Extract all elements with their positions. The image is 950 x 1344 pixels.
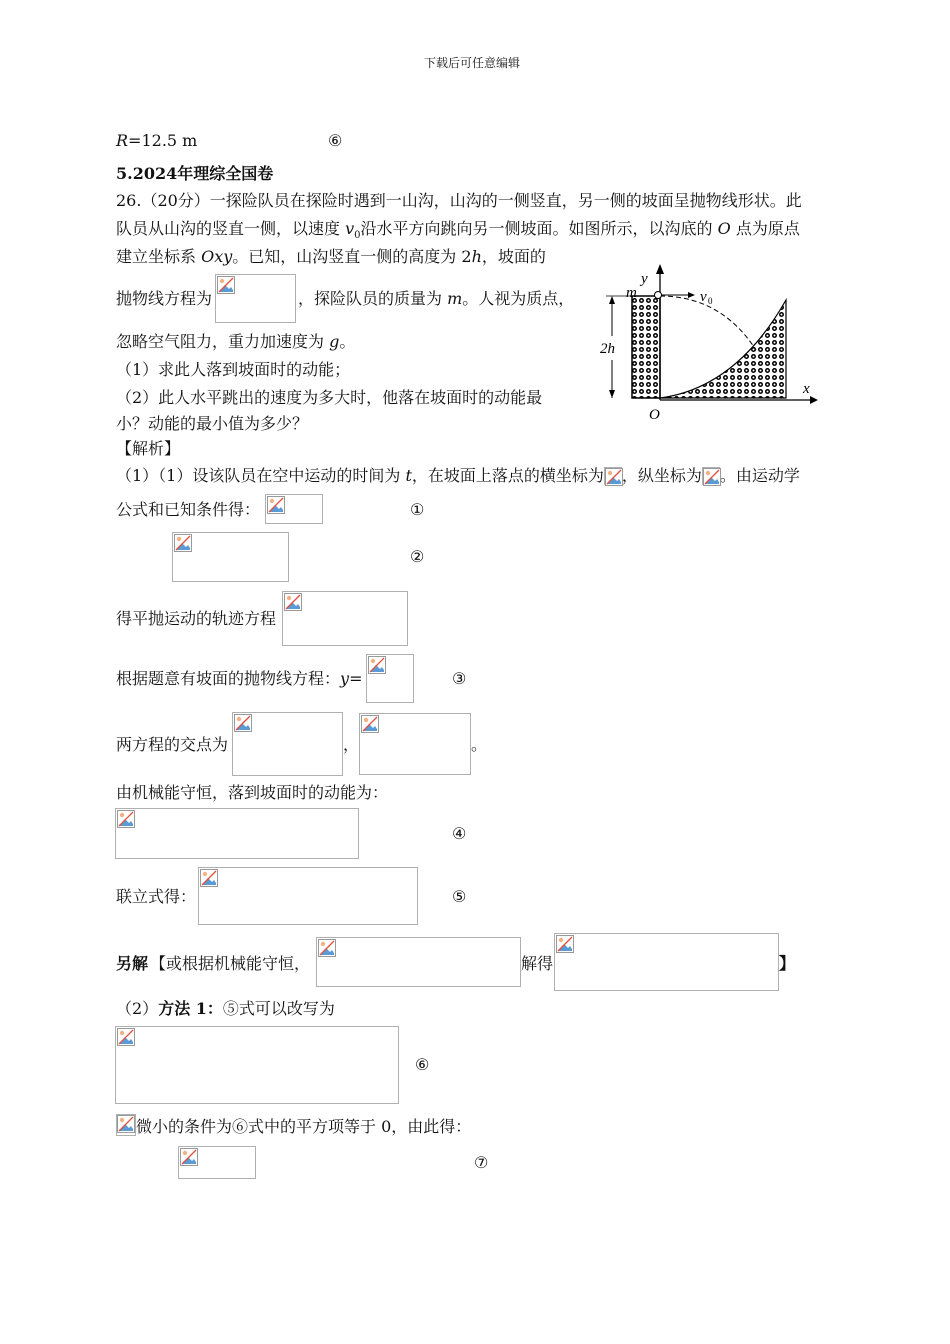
method-label: 方法 1： bbox=[158, 999, 223, 1018]
trajectory-text: 得平抛运动的轨迹方程 bbox=[116, 609, 277, 628]
x-axis-label: x bbox=[803, 381, 810, 397]
prev-r-prefix: R bbox=[116, 131, 129, 150]
height-label: 2h bbox=[600, 341, 615, 357]
g-symbol: g bbox=[329, 332, 340, 351]
equation-marker-3: ③ bbox=[452, 669, 467, 688]
broken-image-icon bbox=[605, 468, 623, 486]
text: 点为原点 bbox=[730, 219, 800, 238]
text: 建立坐标系 bbox=[116, 247, 202, 266]
intersection-text: 两方程的交点为 bbox=[116, 735, 229, 754]
text: 忽略空气阻力，重力加速度为 bbox=[116, 332, 330, 351]
formula-image-5 bbox=[198, 867, 418, 925]
equation-marker-5: ⑤ bbox=[452, 887, 467, 906]
formula-icon-y bbox=[702, 467, 720, 485]
origin-symbol: O bbox=[717, 219, 731, 238]
header-note: 下载后可任意编辑 bbox=[424, 56, 521, 70]
equation-marker-6-prev: ⑥ bbox=[328, 131, 343, 150]
v0-symbol: v bbox=[345, 219, 355, 238]
formula-image-6 bbox=[115, 1026, 399, 1104]
broken-image-icon bbox=[174, 534, 192, 552]
slope-text bbox=[116, 668, 362, 690]
formula-icon-x bbox=[604, 467, 622, 485]
problem-line-4b bbox=[298, 288, 574, 310]
vertical-wall bbox=[632, 296, 660, 398]
text: 沿水平方向跳向另一侧坡面。如图所示，以沟底的 bbox=[360, 219, 718, 238]
condition-line bbox=[116, 1114, 471, 1138]
text: 根据题意有坡面的抛物线方程： bbox=[116, 669, 341, 688]
y-axis-label: y bbox=[641, 271, 648, 287]
problem-line-3 bbox=[116, 246, 546, 268]
m-symbol: m bbox=[447, 289, 463, 308]
problem-line-2 bbox=[116, 218, 800, 247]
text: （1）（1）设该队员在空中运动的时间为 bbox=[116, 466, 406, 485]
alt-solution-text-b: 解得 bbox=[521, 954, 554, 973]
text: （2） bbox=[116, 999, 159, 1018]
text: 微小的条件为⑥式中的平方项等于 0，由此得： bbox=[136, 1117, 472, 1136]
broken-image-icon bbox=[368, 656, 386, 674]
alt-solution-text-a: 【或根据机械能守恒， bbox=[150, 954, 311, 973]
origin-label: O bbox=[649, 407, 660, 423]
text: 。人视为质点， bbox=[462, 289, 575, 308]
formula-image-intersect-x bbox=[232, 712, 343, 776]
energy-text: 由机械能守恒，落到坡面时的动能为： bbox=[116, 783, 389, 802]
text: 。由运动学 bbox=[719, 466, 800, 485]
formula-image-1 bbox=[265, 494, 323, 524]
text: ，坡面的 bbox=[481, 247, 546, 266]
h-symbol: h bbox=[471, 247, 482, 266]
text: 。已知，山沟竖直一侧的高度为 2 bbox=[232, 247, 472, 266]
broken-image-icon bbox=[180, 1148, 198, 1166]
text: ⑤式可以改写为 bbox=[222, 999, 335, 1018]
broken-image-icon bbox=[117, 1115, 135, 1133]
formula-image-2 bbox=[172, 532, 289, 582]
oxy-symbol: Oxy bbox=[201, 247, 233, 266]
equation-marker-2: ② bbox=[410, 547, 425, 566]
broken-image-icon bbox=[556, 935, 574, 953]
height-arrow-up bbox=[609, 296, 615, 304]
v0-subscript: 0 bbox=[354, 230, 361, 242]
velocity-subscript: 0 bbox=[708, 296, 713, 306]
part2-heading bbox=[116, 998, 335, 1020]
text: 。 bbox=[339, 332, 356, 351]
problem-line-4a: 抛物线方程为 bbox=[116, 289, 213, 308]
height-arrow-down bbox=[609, 390, 615, 398]
velocity-label: v bbox=[700, 289, 707, 305]
alt-solution-label: 另解 bbox=[116, 954, 149, 973]
text: ，纵坐标为 bbox=[621, 466, 702, 485]
formula-image-parabola bbox=[215, 274, 296, 323]
formula-image-trajectory bbox=[282, 591, 408, 646]
ravine-parabola-figure bbox=[596, 262, 822, 424]
y-symbol: y bbox=[340, 669, 350, 688]
broken-image-icon bbox=[703, 468, 721, 486]
broken-image-icon bbox=[267, 496, 285, 514]
formula-image-7 bbox=[178, 1146, 256, 1179]
text: = bbox=[349, 669, 363, 688]
broken-image-icon bbox=[117, 810, 135, 828]
formula-icon-ek bbox=[116, 1114, 136, 1136]
broken-image-icon bbox=[234, 714, 252, 732]
velocity-arrowhead bbox=[688, 292, 695, 298]
broken-image-icon bbox=[217, 276, 235, 294]
combine-text: 联立式得： bbox=[116, 887, 197, 906]
question-1: （1）求此人落到坡面时的动能； bbox=[116, 360, 351, 379]
equation-marker-1: ① bbox=[410, 500, 425, 519]
formula-image-4 bbox=[115, 808, 359, 859]
broken-image-icon bbox=[284, 593, 302, 611]
person-point bbox=[655, 292, 662, 299]
comma: ， bbox=[343, 735, 360, 754]
text: ，探险队员的质量为 bbox=[298, 289, 448, 308]
solution-heading: 【解析】 bbox=[116, 439, 181, 458]
alt-solution-close: 】 bbox=[779, 954, 796, 973]
period: 。 bbox=[471, 735, 488, 754]
x-axis-arrow bbox=[810, 396, 818, 404]
prev-answer bbox=[116, 130, 197, 152]
formula-image-3 bbox=[366, 654, 414, 703]
question-2a: （2）此人水平跳出的速度为多大时，他落在坡面时的动能最 bbox=[116, 388, 543, 407]
formula-image-intersect-y bbox=[359, 713, 471, 775]
equation-marker-6: ⑥ bbox=[415, 1055, 430, 1074]
formula-image-alt-2 bbox=[554, 933, 779, 991]
section-title: 5.2024年理综全国卷 bbox=[116, 164, 274, 183]
broken-image-icon bbox=[200, 869, 218, 887]
broken-image-icon bbox=[318, 939, 336, 957]
problem-line-5 bbox=[116, 331, 355, 353]
y-axis-arrow bbox=[656, 264, 664, 274]
equation-marker-4: ④ bbox=[452, 824, 467, 843]
mass-label: m bbox=[626, 285, 637, 301]
equation-marker-7: ⑦ bbox=[474, 1153, 489, 1172]
formula-image-alt-1 bbox=[316, 937, 521, 987]
t-symbol: t bbox=[405, 466, 412, 485]
broken-image-icon bbox=[117, 1028, 135, 1046]
broken-image-icon bbox=[361, 715, 379, 733]
solution-line-1 bbox=[116, 465, 800, 487]
problem-line-1: 26.（20分）一探险队员在探险时遇到一山沟，山沟的一侧竖直，另一侧的坡面呈抛物线形状。此 bbox=[116, 191, 802, 210]
text: ，在坡面上落点的横坐标为 bbox=[411, 466, 604, 485]
text: 队员从山沟的竖直一侧，以速度 bbox=[116, 219, 346, 238]
solution-line-2: 公式和已知条件得： bbox=[116, 500, 261, 519]
question-2b: 小？动能的最小值为多少？ bbox=[116, 414, 309, 433]
prev-r-value: =12.5 m bbox=[128, 131, 198, 150]
